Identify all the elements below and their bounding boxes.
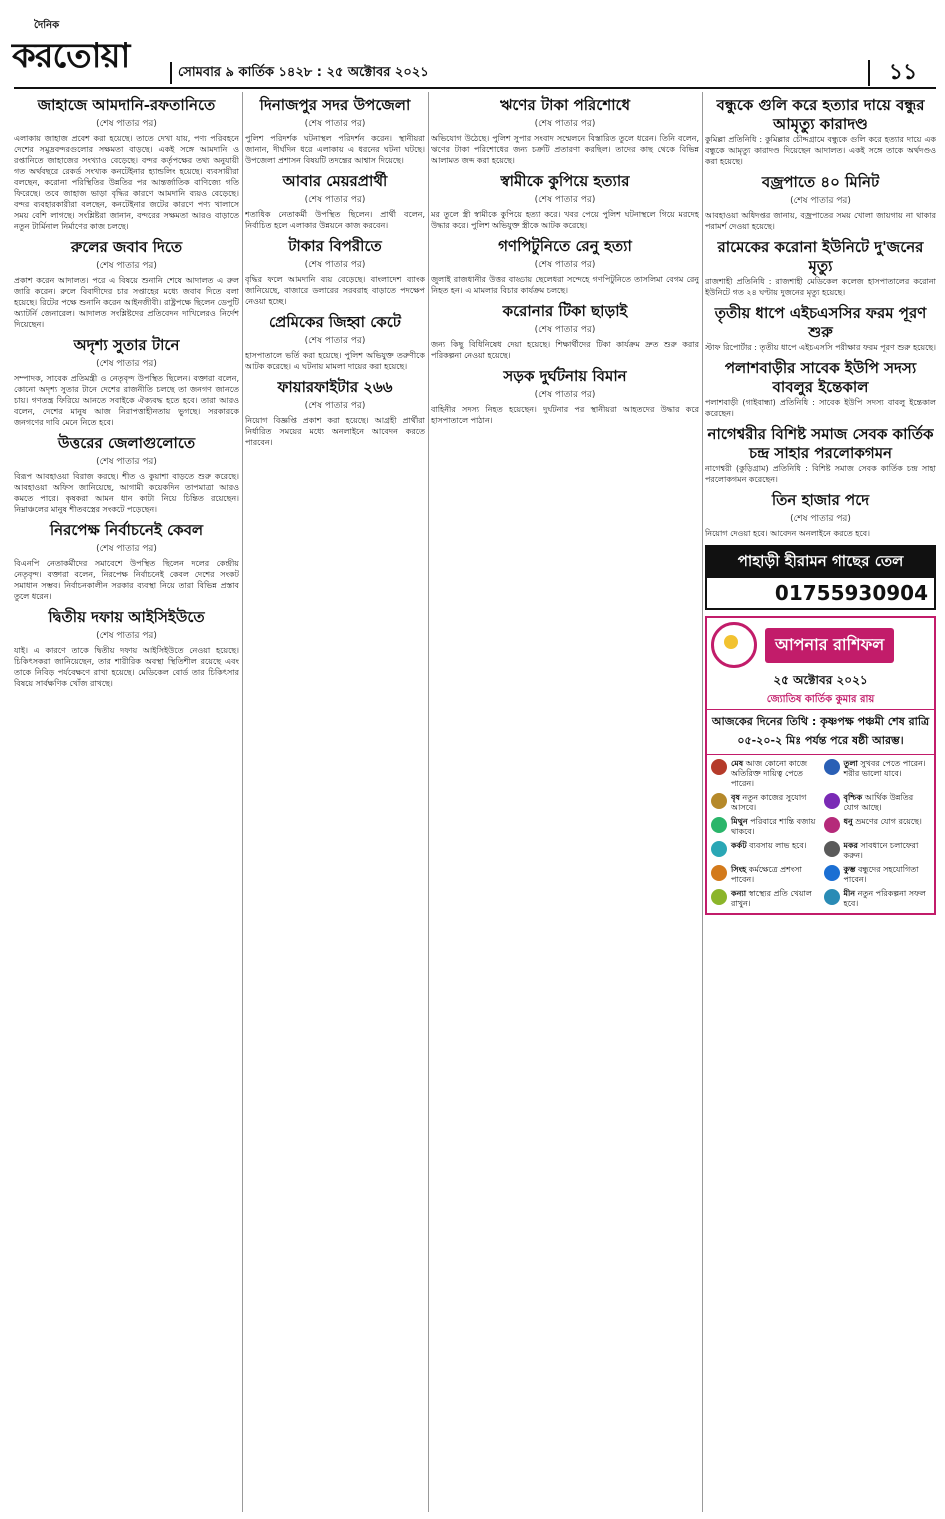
- article: [14, 336, 239, 428]
- zodiac-icon: [824, 889, 840, 905]
- rashifol-box: [705, 616, 936, 915]
- continuation-note: (শেষ পাতার পর): [790, 196, 851, 206]
- oil-advertisement: [705, 545, 936, 610]
- article-headline: রামেকের করোনা ইউনিটে দু'জনের মৃত্যু: [717, 238, 924, 275]
- article-headline: স্বামীকে কুপিয়ে হত্যার: [500, 172, 630, 190]
- article: [245, 313, 425, 372]
- zodiac-text: আজ কোনো কাজে অতিরিক্ত দায়িত্ব পেতে পারেন।: [731, 759, 807, 788]
- zodiac-sign: [711, 759, 818, 789]
- article-headline: তৃতীয় ধাপে এইচএসসির ফরম পূরণ শুরু: [714, 304, 927, 341]
- article-body: বিরূপ আবহাওয়া বিরাজ করছে। শীত ও কুয়াশা বাড়তে শুরু করেছে। আবহাওয়া অফিস জানিয়েছে, আগামী কয়েকদিন তাপমাত্রা আরও কমতে পারে। কৃষকরা আমন ধান কাটা নিয়ে চিন্তিত রয়েছেন। নিম্নাঞ্চলের মানুষ শীতবস্ত্রের সংকটে পড়েছেন।: [14, 472, 239, 514]
- zodiac-name: বৃষ: [731, 793, 740, 802]
- article-headline: করোনার টিকা ছাড়াই: [502, 302, 628, 320]
- zodiac-icon: [824, 817, 840, 833]
- rashifol-author: জ্যোতিষ কার্তিক কুমার রায়: [766, 694, 875, 705]
- continuation-note: (শেষ পাতার পর): [96, 631, 157, 641]
- logo-small: দৈনিক: [34, 20, 60, 31]
- article: [14, 238, 239, 330]
- article-headline: আবার মেয়রপ্রার্থী: [282, 172, 388, 190]
- article-body: যাই। এ কারণে তাকে দ্বিতীয় দফায় আইসিইউতে নেওয়া হয়েছে। চিকিৎসকরা জানিয়েছেন, তার শারীরিক অবস্থা স্থিতিশীল রয়েছে এবং তাকে নিবিড় পর্যবেক্ষণে রাখা হয়েছে। মেডিকেল বোর্ড তার চিকিৎসার বিষয়ে সার্বক্ষণিক খোঁজ রাখছে।: [14, 646, 239, 688]
- zodiac-name: ধনু: [843, 817, 853, 826]
- article-body: বিএনপি নেতাকর্মীদের সমাবেশে উপস্থিত ছিলেন দলের কেন্দ্রীয় নেতৃবৃন্দ। বক্তারা বলেন, নিরপেক্ষ নির্বাচনেই কেবল দেশের সংকট সমাধান সম্ভব। নির্বাচনকালীন সরকার ব্যবস্থা নিয়ে তারা বিভিন্ন প্রস্তাব তুলে ধরেন।: [14, 559, 239, 601]
- article-body: মর তুলে স্ত্রী স্বামীকে কুপিয়ে হত্যা করে। খবর পেয়ে পুলিশ ঘটনাস্থলে গিয়ে মরদেহ উদ্ধার করে। পুলিশ অভিযুক্ত স্ত্রীকে আটক করেছে।: [431, 210, 699, 230]
- article-body: সম্পাদক, সাবেক প্রতিমন্ত্রী ও নেতৃবৃন্দ উপস্থিত ছিলেন। বক্তারা বলেন, কোনো অদৃশ্য সুতার টানে দেশের রাজনীতি চলছে তা জনগণ জানতে চায়। গণতন্ত্র ফিরিয়ে আনতে সবাইকে ঐক্যবদ্ধ হতে হবে। তারা আরও বলেন, দেশের মানুষ আজ নিরাপত্তাহীনতায় ভুগছে। সরকারকে জনগণের দাবি মেনে নিতে হবে।: [14, 374, 239, 427]
- zodiac-name: বৃশ্চিক: [843, 793, 863, 802]
- column-3: [431, 92, 699, 1512]
- zodiac-sign: [824, 841, 931, 861]
- article: [705, 491, 936, 539]
- article-body: শতাধিক নেতাকর্মী উপস্থিত ছিলেন। প্রার্থী বলেন, নির্বাচিত হলে এলাকার উন্নয়নে কাজ করবেন।: [245, 210, 425, 230]
- article-headline: টাকার বিপরীতে: [288, 237, 382, 255]
- zodiac-name: তুলা: [843, 759, 858, 768]
- zodiac-text: পরিবারে শান্তি বজায় থাকবে।: [731, 817, 816, 836]
- zodiac-text: নতুন কাজের সুযোগ আসবে।: [731, 793, 807, 812]
- zodiac-text: কর্মক্ষেত্রে প্রশংসা পাবেন।: [731, 865, 802, 884]
- zodiac-signs: [707, 755, 934, 913]
- article-headline: ঋণের টাকা পরিশোধে: [500, 96, 630, 114]
- continuation-note: (শেষ পাতার পর): [534, 195, 596, 205]
- article-headline: দ্বিতীয় দফায় আইসিইউতে: [48, 608, 205, 626]
- article-body: জন্য কিছু বিধিনিষেধ দেয়া হয়েছে। শিক্ষার্থীদের টিকা কার্যক্রম দ্রুত শুরু করার পরিকল্পনা নেওয়া হয়েছে।: [431, 340, 699, 360]
- zodiac-text: স্বাস্থ্যের প্রতি খেয়াল রাখুন।: [731, 889, 812, 908]
- zodiac-icon: [824, 759, 840, 775]
- column-divider: [242, 92, 243, 1512]
- article: [705, 96, 936, 167]
- page-number: ১১: [868, 60, 936, 86]
- zodiac-name: মীন: [843, 889, 856, 898]
- article-body: নিয়োগ বিজ্ঞপ্তি প্রকাশ করা হয়েছে। আগ্রহী প্রার্থীরা নির্ধারিত সময়ের মধ্যে অনলাইনে আবেদন করতে পারবেন।: [245, 416, 425, 447]
- article-headline: সড়ক দুর্ঘটনায় বিমান: [503, 367, 627, 385]
- article: [431, 367, 699, 426]
- column-1: [14, 92, 239, 1512]
- header-rule: [14, 87, 936, 89]
- article-headline: জাহাজে আমদানি-রফতানিতে: [37, 96, 216, 114]
- article-headline: বন্ধুকে গুলি করে হত্যার দায়ে বন্ধুর আমৃত্যু কারাদণ্ড: [716, 96, 925, 133]
- zodiac-sign: [824, 865, 931, 885]
- article-body: বৃদ্ধির ফলে আমদানি ব্যয় বেড়েছে। বাংলাদেশ ব্যাংক জানিয়েছে, বাজারে ডলারের সরবরাহ বাড়াতে পদক্ষেপ নেওয়া হচ্ছে।: [245, 275, 425, 306]
- article-body: হাসপাতালে ভর্তি করা হয়েছে। পুলিশ অভিযুক্ত তরুণীকে আটক করেছে। এ ঘটনায় মামলা দায়ের করা হয়েছে।: [245, 351, 425, 371]
- zodiac-icon: [711, 865, 727, 881]
- article-body: বাহিনীর সদস্য নিহত হয়েছেন। দুর্ঘটনার পর স্থানীয়রা আহতদের উদ্ধার করে হাসপাতালে পাঠান।: [431, 405, 699, 425]
- continuation-note: (শেষ পাতার পর): [96, 119, 157, 129]
- continuation-note: (শেষ পাতার পর): [304, 336, 366, 346]
- article: [705, 304, 936, 353]
- article: [705, 238, 936, 298]
- column-divider: [428, 92, 429, 1512]
- zodiac-icon: [711, 889, 727, 905]
- zodiac-sign: [711, 793, 818, 813]
- article: [705, 173, 936, 232]
- zodiac-sign: [711, 817, 818, 837]
- article-body: পলাশবাড়ী (গাইবান্ধা) প্রতিনিধি : সাবেক ইউপি সদস্য বাবলু ইন্তেকাল করেছেন।: [705, 398, 936, 418]
- rashifol-title: আপনার রাশিফল: [765, 628, 894, 663]
- article-headline: বজ্রপাতে ৪০ মিনিট: [761, 173, 880, 191]
- zodiac-icon: [824, 841, 840, 857]
- zodiac-text: সুখবর পেতে পারেন। শরীর ভালো যাবে।: [843, 759, 926, 778]
- zodiac-icon: [711, 817, 727, 833]
- article-headline: অদৃশ্য সুতার টানে: [73, 336, 180, 354]
- article-headline: তিন হাজার পদে: [771, 491, 870, 509]
- article: [705, 425, 936, 485]
- column-divider: [702, 92, 703, 1512]
- zodiac-icon: [824, 793, 840, 809]
- continuation-note: (শেষ পাতার পর): [96, 544, 157, 554]
- zodiac-icon: [711, 759, 727, 775]
- article-headline: গণপিটুনিতে রেনু হত্যা: [498, 237, 632, 255]
- continuation-note: (শেষ পাতার পর): [534, 325, 596, 335]
- article-headline: দিনাজপুর সদর উপজেলা: [259, 96, 411, 114]
- article: [245, 237, 425, 307]
- zodiac-sign: [711, 889, 818, 909]
- logo-text: করতোয়া: [12, 36, 130, 76]
- continuation-note: (শেষ পাতার পর): [304, 195, 366, 205]
- oil-ad-title: পাহাড়ী হীরামন গাছের তেল: [707, 547, 934, 578]
- zodiac-sign: [824, 889, 931, 909]
- article-body: অভিযোগ উঠেছে। পুলিশ সুপার সংবাদ সম্মেলনে বিস্তারিত তুলে ধরেন। তিনি বলেন, ঋণের টাকা পরিশোধের জন্য চক্রটি প্রতারণা করছিল। তাদের কাছ থেকে বিভিন্ন আলামত জব্দ করা হয়েছে।: [431, 134, 699, 165]
- dateline: সোমবার ৯ কার্তিক ১৪২৮ : ২৫ অক্টোবর ২০২১: [170, 62, 718, 84]
- zodiac-text: আর্থিক উন্নতির যোগ আছে।: [843, 793, 914, 812]
- zodiac-text: বন্ধুদের সহযোগিতা পাবেন।: [843, 865, 919, 884]
- article: [705, 359, 936, 419]
- zodiac-sign: [824, 793, 931, 813]
- column-4: [705, 92, 936, 1512]
- article-headline: নাগেশ্বরীর বিশিষ্ট সমাজ সেবক কার্তিক চন্দ্র সাহার পরলোকগমন: [707, 425, 934, 462]
- article: [431, 237, 699, 296]
- zodiac-sign: [824, 759, 931, 789]
- continuation-note: (শেষ পাতার পর): [96, 457, 157, 467]
- article: [431, 172, 699, 231]
- article-body: প্রকাশ করেন আদালত। পরে এ বিষয়ে শুনানি শেষে আদালত এ রুল জারি করেন। রুলে বিবাদীদের চার সপ্তাহের মধ্যে জবাব দিতে বলা হয়েছে। রিটের পক্ষে শুনানি করেন আইনজীবী। রাষ্ট্রপক্ষে ছিলেন ডেপুটি অ্যাটর্নি জেনারেল। আদালত সংশ্লিষ্টদের প্রতিবেদন দাখিলেরও নির্দেশ দিয়েছেন।: [14, 276, 239, 329]
- zodiac-name: মিথুন: [731, 817, 748, 826]
- zodiac-name: মকর: [843, 841, 858, 850]
- continuation-note: (শেষ পাতার পর): [304, 260, 366, 270]
- article-body: নাগেশ্বরী (কুড়িগ্রাম) প্রতিনিধি : বিশিষ্ট সমাজ সেবক কার্তিক চন্দ্র সাহা পরলোকগমন করেছেন।: [705, 464, 936, 484]
- zodiac-sign: [711, 841, 818, 861]
- zodiac-sign: [711, 865, 818, 885]
- article-body: কুমিল্লা প্রতিনিধি : কুমিল্লার চৌদ্দগ্রামে বন্ধুকে গুলি করে হত্যার দায়ে এক বন্ধুকে আমৃত্যু কারাদণ্ড দিয়েছেন আদালত। একই সঙ্গে তাকে অর্থদণ্ডও করা হয়েছে।: [705, 135, 936, 166]
- zodiac-name: কুম্ভ: [843, 865, 856, 874]
- continuation-note: (শেষ পাতার পর): [304, 401, 366, 411]
- continuation-note: (শেষ পাতার পর): [790, 514, 851, 524]
- article-body: এলাকায় জাহাজ প্রবেশ করা হয়েছে। তাতে দেখা যায়, পণ্য পরিবহনে দেশের সমুদ্রবন্দরগুলোর সক্ষমতা বাড়ছে। একই সঙ্গে আমদানি ও রপ্তানিতে জাহাজের সংখ্যাও বেড়েছে। বন্দর কর্তৃপক্ষের তথ্য অনুযায়ী গত অর্থবছরে রেকর্ড সংখ্যক কনটেইনার হ্যান্ডলিং হয়েছে। ব্যবসায়ীরা বলছেন, করোনা পরিস্থিতির উন্নতির পর আন্তর্জাতিক বাণিজ্যে গতি ফিরেছে। তবে জাহাজ ভাড়া বৃদ্ধির কারণে আমদানি ব্যয়ও বেড়েছে। বন্দর ব্যবহারকারীরা বলছেন, কনটেইনার জটের কারণে পণ্য খালাসে সময় বেশি লাগছে। সংশ্লিষ্টরা জানান, বন্দরের সক্ষমতা আরও বাড়াতে নতুন টার্মিনাল নির্মাণের কাজ চলছে।: [14, 134, 239, 231]
- article-body: জুলাই রাজধানীর উত্তর বাড্ডায় ছেলেধরা সন্দেহে গণপিটুনিতে তাসলিমা বেগম রেনু নিহত হন। এ মামলার বিচার কার্যক্রম চলছে।: [431, 275, 699, 295]
- article-body: স্টাফ রিপোর্টার : তৃতীয় ধাপে এইচএসসি পরীক্ষার ফরম পূরণ শুরু হয়েছে।: [705, 343, 936, 352]
- newspaper-logo: [12, 18, 162, 74]
- article-headline: নিরপেক্ষ নির্বাচনেই কেবল: [49, 521, 204, 539]
- article-headline: প্রেমিকের জিহ্বা কেটে: [269, 313, 401, 331]
- masthead: [0, 0, 945, 88]
- article: [431, 302, 699, 361]
- article: [14, 434, 239, 515]
- article-headline: রুলের জবাব দিতে: [70, 238, 183, 256]
- zodiac-text: সাবধানে চলাফেরা করুন।: [843, 841, 919, 860]
- zodiac-name: সিংহ: [731, 865, 747, 874]
- article: [14, 608, 239, 689]
- article-body: আবহাওয়া অধিদপ্তর জানায়, বজ্রপাতের সময় খোলা জায়গায় না থাকার পরামর্শ দেওয়া হয়েছে।: [705, 211, 936, 231]
- article-headline: পলাশবাড়ীর সাবেক ইউপি সদস্য বাবলুর ইন্তেকাল: [724, 359, 917, 396]
- zodiac-wheel-icon: [711, 622, 757, 668]
- article: [245, 96, 425, 166]
- zodiac-text: ভ্রমণের যোগ রয়েছে।: [855, 817, 922, 826]
- article: [431, 96, 699, 166]
- article: [14, 521, 239, 602]
- continuation-note: (শেষ পাতার পর): [534, 390, 596, 400]
- zodiac-name: কন্যা: [731, 889, 747, 898]
- continuation-note: (শেষ পাতার পর): [304, 119, 366, 129]
- rashifol-date: ২৫ অক্টোবর ২০২১: [773, 673, 868, 687]
- article: [245, 172, 425, 231]
- article: [14, 96, 239, 232]
- continuation-note: (শেষ পাতার পর): [534, 119, 596, 129]
- oil-ad-phone: 01755930904: [774, 581, 928, 605]
- zodiac-text: নতুন পরিকল্পনা সফল হবে।: [843, 889, 926, 908]
- zodiac-icon: [711, 841, 727, 857]
- article-body: রাজশাহী প্রতিনিধি : রাজশাহী মেডিকেল কলেজ হাসপাতালের করোনা ইউনিটে গত ২৪ ঘণ্টায় দুজনের মৃত্যু হয়েছে।: [705, 277, 936, 297]
- article-body: পুলিশ পরিদর্শক ঘটনাস্থল পরিদর্শন করেন। স্থানীয়রা জানান, দীর্ঘদিন ধরে এলাকায় এ ধরনের ঘটনা ঘটছে। উপজেলা প্রশাসন বিষয়টি তদন্তের আশ্বাস দিয়েছে।: [245, 134, 425, 165]
- zodiac-sign: [824, 817, 931, 837]
- zodiac-text: ব্যবসায় লাভ হবে।: [749, 841, 807, 850]
- article: [245, 378, 425, 448]
- column-2: [245, 92, 425, 1512]
- zodiac-name: কর্কট: [731, 841, 747, 850]
- continuation-note: (শেষ পাতার পর): [534, 260, 596, 270]
- zodiac-icon: [824, 865, 840, 881]
- article-headline: উত্তরের জেলাগুলোতে: [57, 434, 196, 452]
- continuation-note: (শেষ পাতার পর): [96, 261, 157, 271]
- tithi-line: আজকের দিনের তিথি : কৃষ্ণপক্ষ পঞ্চমী শেষ রাত্রি ০৫-২০-২ মিঃ পর্যন্ত পরে ষষ্ঠী আরম্ভ।: [707, 709, 934, 755]
- article-headline: ফায়ারফাইটার ২৬৬: [277, 378, 393, 396]
- zodiac-name: মেষ: [731, 759, 744, 768]
- zodiac-icon: [711, 793, 727, 809]
- article-body: নিয়োগ দেওয়া হবে। আবেদন অনলাইনে করতে হবে।: [705, 529, 870, 538]
- continuation-note: (শেষ পাতার পর): [96, 359, 157, 369]
